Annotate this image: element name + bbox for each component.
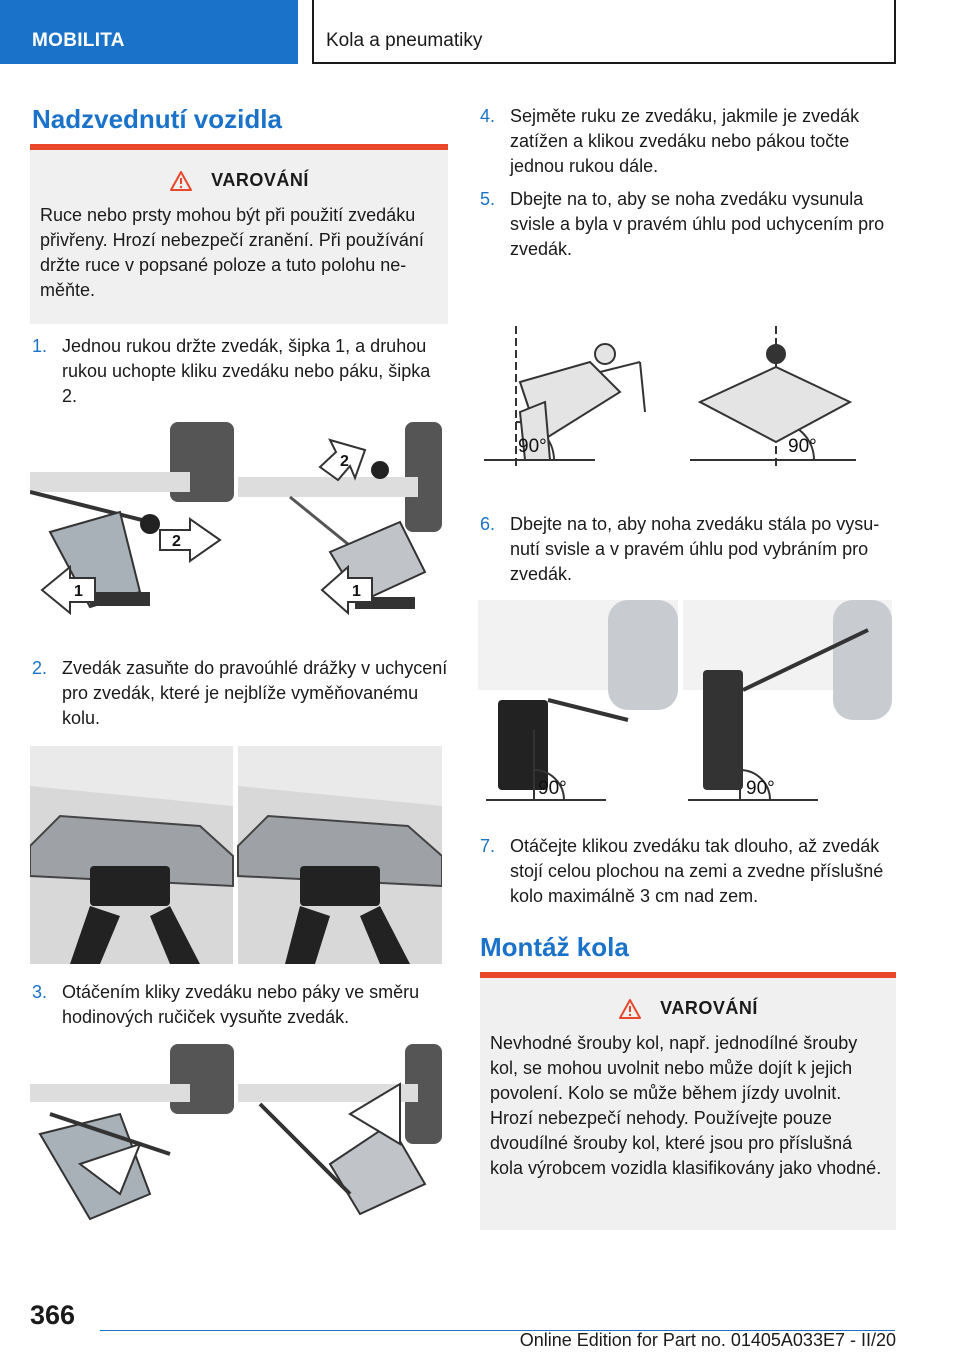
warning-box-bolts bbox=[480, 972, 896, 1230]
figure-jack-groove bbox=[30, 746, 442, 964]
step-number: 3. bbox=[32, 982, 48, 1002]
step-number: 6. bbox=[480, 514, 496, 534]
angle-label: 90° bbox=[538, 778, 567, 799]
figure-jack-angle-photos bbox=[478, 600, 892, 804]
warning-label: VAROVÁNÍ bbox=[660, 998, 758, 1018]
step-3 bbox=[32, 980, 450, 1030]
angle-label: 90° bbox=[746, 778, 775, 799]
warning-label: VAROVÁNÍ bbox=[211, 170, 309, 190]
page-number: 366 bbox=[30, 1300, 76, 1330]
angle-label: 90° bbox=[518, 436, 547, 457]
step-text: Otáčejte klikou zvedáku tak dlouho, až zvedák stojí celou plochou na zemi a zvedne příslušné kolo maximálně 3 cm nad zem. bbox=[510, 836, 884, 906]
step-number: 5. bbox=[480, 189, 496, 209]
step-number: 2. bbox=[32, 658, 48, 678]
step-number: 7. bbox=[480, 836, 496, 856]
step-4 bbox=[480, 104, 898, 179]
warning-text: Nevhodné šrouby kol, např. jednodílné šrouby kol, se mohou uvolnit nebo může dojít k jejich povolení. Kolo se může během jízdy uvolnit. Hrozí nebezpečí nehody. Používejte pouze dvoudílné šrouby kol, které jsou pro příslušná kola výrobcem vozidla klasifikovány jako vhodné. bbox=[490, 1033, 882, 1178]
warning-box-lift bbox=[30, 144, 448, 324]
figure-hold-jack bbox=[30, 422, 442, 618]
arrow-label: 1 bbox=[352, 583, 361, 600]
chapter-tab bbox=[312, 0, 896, 64]
warning-header bbox=[40, 168, 438, 193]
section-tab bbox=[0, 0, 298, 64]
angle-label: 90° bbox=[788, 436, 817, 457]
arrow-label: 2 bbox=[172, 533, 181, 550]
step-text: Dbejte na to, aby se noha zvedáku vysunula svisle a byla v pravém úhlu pod uchycením pro zvedák. bbox=[510, 189, 885, 259]
step-7 bbox=[480, 834, 898, 909]
footer-edition: Online Edition for Part no. 01405A033E7 - II/20 bbox=[519, 1330, 896, 1350]
step-text: Otáčením kliky zvedáku nebo páky ve směru hodinových ručiček vysuňte zvedák. bbox=[62, 982, 420, 1027]
step-number: 1. bbox=[32, 336, 48, 356]
warning-triangle-icon bbox=[618, 998, 642, 1020]
warning-header bbox=[490, 996, 886, 1021]
step-text: Zvedák zasuňte do pravoúhlé drážky v uchycení pro zvedák, které je nejblíže vyměňovanému kolu. bbox=[62, 658, 448, 728]
section-heading-lift: Nadzvednutí vozidla bbox=[32, 104, 282, 134]
chapter-label: Kola a pneumatiky bbox=[326, 30, 483, 51]
step-text: Sejměte ruku ze zvedáku, jakmile je zvedák zatížen a klikou zvedáku nebo pákou točte jednou rukou dále. bbox=[510, 106, 860, 176]
step-text: Dbejte na to, aby noha zvedáku stála po vysunutí svisle a v pravém úhlu pod vybráním pro zvedák. bbox=[510, 514, 880, 584]
step-number: 4. bbox=[480, 106, 496, 126]
section-heading-wheel-mount: Montáž kola bbox=[480, 932, 629, 962]
arrow-label: 1 bbox=[74, 583, 83, 600]
step-5 bbox=[480, 187, 898, 262]
step-6 bbox=[480, 512, 898, 587]
figure-crank-jack bbox=[30, 1044, 442, 1228]
step-2 bbox=[32, 656, 450, 731]
arrow-label: 2 bbox=[340, 453, 349, 470]
step-text: Jednou rukou držte zvedák, šipka 1, a druhou rukou uchopte kliku zvedáku nebo páku, šipka 2. bbox=[62, 336, 431, 406]
figure-jack-angle-diagram bbox=[480, 322, 860, 472]
step-1 bbox=[32, 334, 450, 409]
warning-text: Ruce nebo prsty mohou být při použití zvedáku přivřeny. Hrozí nebezpečí zranění. Při používání držte ruce v popsané poloze a tuto polohu neměňte. bbox=[40, 205, 424, 300]
warning-triangle-icon bbox=[169, 170, 193, 192]
section-label: MOBILITA bbox=[32, 30, 125, 51]
